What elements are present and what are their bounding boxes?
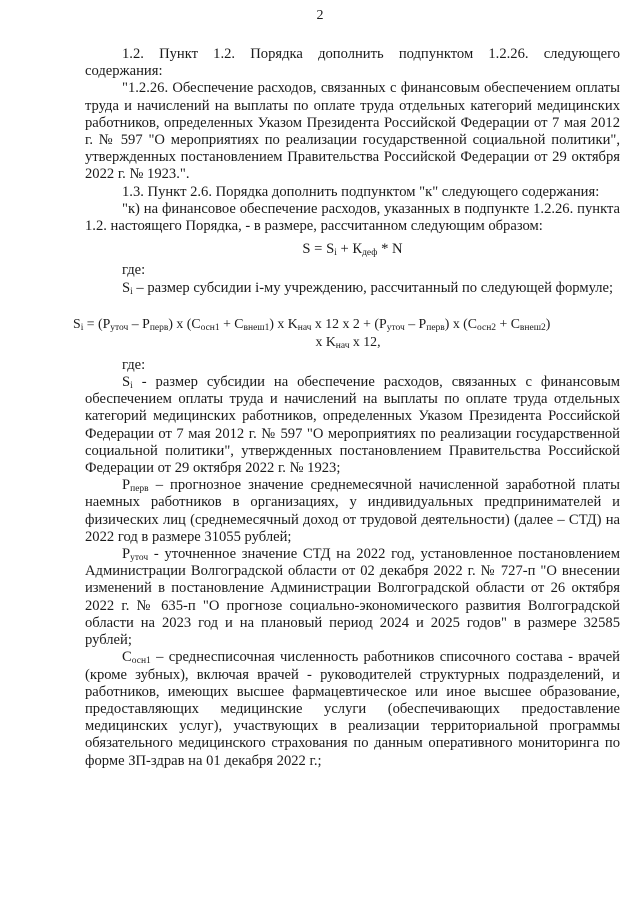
definition-si-1: $S_i$ – размер субсидии i-му учреждению, рассчитанный по следующей формуле; <box>122 279 614 297</box>
definition-si-2: $S_i$ - размер субсидии на обеспечение расходов, связанных с финансовым обеспечением оплаты труда и начислений на выплаты по оплате труда отдельных категорий медицинских работников, определенных Указом Президента Российской Федерации от 7 мая 2012 г. № 597 "О мероприятиях по реализации государственной социальной политики", утвержденных постановлением Правительства Российской Федерации от 29 октября 2022 г. № 1923; <box>85 374 620 477</box>
where-label-2: где: <box>122 356 146 373</box>
paragraph-1-2-26: "1.2.26. Обеспечение расходов, связанных с финансовым обеспечением оплаты труда и начислений на выплаты по оплате труда отдельных категорий медицинских работников, определенных Указом Президента Российской Федерации от 7 мая 2012 г. № 597 "О мероприятиях по реализации государственной социальной политики", утвержденных постановлением Правительства Российской Федерации от 29 октября 2022 г. № 1923.". <box>85 80 620 183</box>
formula-si-line-1: $S_i = (P_{уточ} - P_{перв})$ x $(C_{осн1} + C_{внеш1})$ x $K_{нач}$ x 12 x $2 + (P_{уточ} - P_{перв})$ x $(C_{осн2} + C_{внеш2})$ <box>73 315 551 333</box>
document-body <box>73 46 620 770</box>
definition-p-utoch: $P_{уточ}$ - уточненное значение СТД на 2022 год, установленное постановлением Администрации Волгоградской области от 02 декабря 2022 г. № 727-п "О внесении изменений в постановление Администрации Волгоградской области от 26 октября 2022 г. № 635-п "О прогнозе социально-экономического развития Волгоградской области на 2023 год и на плановый период 2024 и 2025 годов" в размере 32585 рублей; <box>85 546 620 649</box>
paragraph-1-2: 1.2. Пункт 1.2. Порядка дополнить подпунктом 1.2.26. следующего содержания: <box>85 46 620 80</box>
definition-p-perv: $P_{перв}$ – прогнозное значение среднемесячной начисленной заработной платы наемных работников в организациях, у индивидуальных предпринимателей и физических лиц (среднемесячный доход от трудовой деятельности) (далее – СТД) на 2022 год в размере 31055 рублей; <box>85 477 620 545</box>
paragraph-1-3: 1.3. Пункт 2.6. Порядка дополнить подпунктом "к" следующего содержания: <box>122 183 600 200</box>
page-number: 2 <box>316 8 324 23</box>
formula-s-total: $S = S_i + К_{деф} * N$ <box>302 241 403 259</box>
paragraph-k: "к) на финансовое обеспечение расходов, указанных в подпункте 1.2.26. пункта 1.2. настоящего Порядка, - в размере, рассчитанном следующим образом: <box>85 200 620 235</box>
where-label-1: где: <box>122 262 146 279</box>
formula-si-line-2: x $K_{нач}$ x 12, <box>315 333 381 351</box>
definition-c-osn1: $C_{осн1}$ – среднесписочная численность работников списочного состава - врачей (кроме зубных), включая врачей - руководителей структурных подразделений, и работников, имеющих высшее фармацевтическое или иное высшее образование, предоставляющих медицинские услуги (обеспечивающих предоставление медицинских услуг), участвующих в реализации территориальной программы обязательного медицинского страхования по данным оперативного мониторинга по форме ЗП-здрав на 01 декабря 2022 г.; <box>85 649 620 769</box>
formula-si <box>73 315 623 351</box>
